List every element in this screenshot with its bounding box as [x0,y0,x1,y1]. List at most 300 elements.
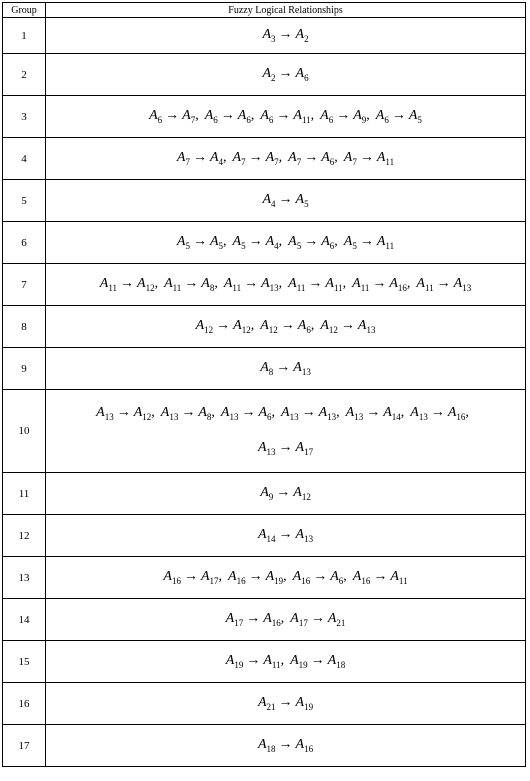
fuzzy-set: $A_{16}$ [263,611,281,628]
fuzzy-set-index: 11 [108,282,117,293]
relationship-line [46,405,525,422]
relationship [100,276,155,291]
arrow-symbol: → [276,360,291,376]
arrow-symbol: → [308,276,323,292]
separator: , [278,150,283,166]
fuzzy-set-index: 17 [209,575,219,586]
fuzzy-set-index: 12 [268,324,278,335]
fuzzy-set: $A_8$ [198,405,212,422]
group-number: 2 [3,54,46,96]
relationship [260,318,311,333]
relationship-line [46,318,525,335]
fuzzy-set: $A_{12}$ [260,318,278,335]
separator: , [342,276,347,292]
fuzzy-set-index: 8 [268,366,274,377]
fuzzy-set: $A_{13}$ [357,318,376,335]
relationships-cell [46,96,526,138]
arrow-symbol: → [310,653,325,669]
fuzzy-set-index: 6 [338,575,344,586]
arrow-symbol: → [276,485,291,501]
fuzzy-set-index: 5 [185,240,190,251]
relationship-line [46,569,525,586]
arrow-symbol: → [184,276,199,292]
relationship [260,485,311,500]
group-number: 15 [3,641,46,683]
separator: , [280,653,285,669]
table-row [3,180,526,222]
relationship [320,318,375,333]
fuzzy-set-index: 13 [229,412,239,422]
group-number: 5 [3,180,46,222]
relationships-cell [46,557,526,599]
separator: , [278,276,283,292]
fuzzy-set-index: 6 [306,324,311,335]
arrow-symbol: → [192,150,207,166]
table-row [3,18,526,54]
fuzzy-set-index: 13 [327,412,337,422]
relationship [258,527,313,542]
fuzzy-set-index: 11 [271,659,281,670]
table-row [3,54,526,96]
fuzzy-set: $A_{19}$ [290,653,308,670]
arrow-symbol: → [120,276,134,292]
relationship [205,108,251,123]
fuzzy-set-index: 17 [234,617,244,628]
fuzzy-set: $A_6$ [258,405,272,422]
fuzzy-set-index: 12 [241,324,251,335]
relationship [320,108,366,123]
relationships-cell [46,18,526,54]
fuzzy-set-index: 12 [145,282,155,293]
fuzzy-set-index: 5 [352,240,357,251]
group-number: 1 [3,18,46,54]
table-row [3,557,526,599]
arrow-symbol: → [246,611,261,627]
relationship-line [46,737,525,754]
fuzzy-set-index: 11 [398,575,408,586]
separator: , [250,108,255,124]
arrow-symbol: → [241,405,256,421]
arrow-symbol: → [359,150,374,166]
relationship [288,150,334,165]
table-row [3,641,526,683]
fuzzy-set: $A_{13}$ [96,405,114,422]
fuzzy-set: $A_{19}$ [295,695,314,712]
fuzzy-set-index: 16 [171,575,181,586]
arrow-symbol: → [278,192,293,208]
relationship [260,360,311,375]
fuzzy-set: $A_{13}$ [345,405,364,422]
fuzzy-set-index: 11 [385,156,395,167]
fuzzy-set-index: 21 [336,617,346,628]
fuzzy-set: $A_{12}$ [133,405,152,422]
fuzzy-set-index: 5 [296,240,302,251]
relationship [290,611,345,626]
fuzzy-set: $A_{11}$ [164,276,182,293]
fuzzy-set: $A_{17}$ [290,611,308,628]
fuzzy-set-index: 5 [241,240,246,251]
fuzzy-set-index: 16 [397,282,407,293]
fuzzy-set-index: 2 [304,33,309,44]
relationship-line [46,108,525,125]
relationship [149,108,195,123]
separator: , [334,234,338,250]
relationship-line [46,66,525,83]
relationship-line [46,234,525,251]
fuzzy-set: $A_{21}$ [327,611,346,628]
fuzzy-set: $A_{11}$ [376,234,395,251]
fuzzy-set-index: 6 [304,72,309,83]
fuzzy-set-index: 7 [296,156,302,167]
separator: , [336,405,340,421]
relationships-cell [46,54,526,96]
table-row [3,473,526,515]
arrow-symbol: → [216,318,231,334]
fuzzy-set: $A_5$ [295,192,309,209]
relationship [258,440,313,455]
relationship-line [46,150,525,167]
fuzzy-set-index: 13 [304,533,314,544]
arrow-symbol: → [373,569,388,585]
fuzzy-set: $A_6$ [237,108,251,125]
fuzzy-set: $A_8$ [201,276,215,293]
arrow-symbol: → [391,108,406,124]
separator: , [151,405,155,421]
separator: , [214,276,218,292]
relationship [233,150,279,165]
relationships-cell [46,264,526,306]
separator: , [343,569,347,585]
relationship [293,569,344,584]
fuzzy-set-index: 7 [352,156,357,167]
group-column-header: Group [3,3,46,18]
relationship [258,737,313,752]
relationships-cell [46,683,526,725]
arrow-symbol: → [278,527,293,543]
fuzzy-set: $A_{11}$ [325,276,343,293]
separator: , [310,318,315,334]
fuzzy-set: $A_{13}$ [281,405,299,422]
fuzzy-set-index: 18 [266,743,276,754]
fuzzy-set: $A_{11}$ [352,276,370,293]
relationship [376,108,422,123]
arrow-symbol: → [313,569,328,585]
relationship [262,27,308,42]
fuzzy-set: $A_{13}$ [295,527,314,544]
fuzzy-set-index: 18 [336,659,346,670]
fuzzy-set: $A_{16}$ [389,276,407,293]
group-number: 11 [3,473,46,515]
fuzzy-set-index: 16 [236,575,246,586]
fuzzy-set: $A_{11}$ [390,569,408,586]
relationship-line [46,440,525,457]
arrow-symbol: → [310,611,325,627]
relationship [177,234,223,249]
group-number: 4 [3,138,46,180]
fuzzy-set: $A_4$ [209,150,224,167]
relationship-line [46,192,525,209]
fuzzy-set-index: 11 [232,282,242,293]
fuzzy-set-index: 11 [360,282,370,293]
relationships-cell [46,390,526,473]
fuzzy-set: $A_{13}$ [220,405,239,422]
fuzzy-set: $A_{11}$ [288,276,306,293]
fuzzy-set-index: 19 [234,659,244,670]
fuzzy-logical-relationships-table [2,2,526,767]
relationship-line [46,27,525,44]
arrow-symbol: → [336,108,351,124]
arrow-symbol: → [340,318,355,334]
fuzzy-set: $A_{16}$ [292,569,311,586]
relationship [416,276,471,291]
fuzzy-set: $A_6$ [149,108,163,125]
separator: , [250,318,255,334]
relationships-cell [46,306,526,348]
separator: , [406,276,411,292]
fuzzy-set: $A_{12}$ [137,276,155,293]
relationship [352,276,407,291]
fuzzy-set-index: 7 [185,156,190,167]
arrow-symbol: → [192,234,207,250]
fuzzy-set-index: 13 [354,412,364,422]
arrow-symbol: → [304,234,319,250]
relationship [344,234,394,249]
fuzzy-set-index: 16 [456,412,466,422]
relationship-line [46,653,525,670]
fuzzy-set-index: 19 [298,659,308,670]
relationship [410,405,465,420]
fuzzy-set: $A_{17}$ [295,440,314,457]
relationship [260,108,310,123]
arrow-symbol: → [244,276,259,292]
fuzzy-set: $A_7$ [265,150,279,167]
fuzzy-set: $A_7$ [182,108,196,125]
relationship [161,405,212,420]
fuzzy-set-index: 6 [267,412,272,422]
fuzzy-set: $A_5$ [232,234,246,251]
fuzzy-set: $A_5$ [288,234,302,251]
fuzzy-set: $A_7$ [343,150,357,167]
arrow-symbol: → [183,569,198,585]
arrow-symbol: → [430,405,445,421]
fuzzy-set-index: 16 [301,575,311,586]
fuzzy-set: $A_{11}$ [416,276,434,293]
fuzzy-set: $A_{16}$ [228,569,246,586]
fuzzy-set-index: 13 [269,282,279,293]
fuzzy-set: $A_6$ [321,150,335,167]
table-row [3,96,526,138]
fuzzy-set: $A_{18}$ [257,737,276,754]
group-number: 16 [3,683,46,725]
arrow-symbol: → [248,234,263,250]
relationship [353,569,408,584]
fuzzy-set-index: 12 [301,491,311,502]
fuzzy-set: $A_{16}$ [352,569,371,586]
separator: , [271,405,275,421]
fuzzy-set-index: 6 [246,114,251,125]
fuzzy-set: $A_{14}$ [257,527,276,544]
fuzzy-set-index: 6 [329,156,335,167]
relationship [290,653,345,668]
fuzzy-set: $A_{17}$ [200,569,219,586]
fuzzy-set-index: 7 [274,156,279,167]
fuzzy-set: $A_{19}$ [225,653,244,670]
fuzzy-set-index: 16 [304,743,314,754]
fuzzy-set: $A_{18}$ [327,653,346,670]
group-number: 6 [3,222,46,264]
fuzzy-set: $A_{13}$ [261,276,279,293]
relationship [258,695,313,710]
fuzzy-set: $A_{13}$ [160,405,179,422]
fuzzy-set: $A_{16}$ [295,737,314,754]
fuzzy-set-index: 17 [304,446,314,457]
arrow-symbol: → [301,405,316,421]
table-row [3,264,526,306]
fuzzy-set: $A_6$ [321,234,335,251]
fuzzy-set: $A_5$ [343,234,357,251]
relationships-cell [46,138,526,180]
group-number: 12 [3,515,46,557]
separator: , [195,108,199,124]
relationship [226,653,281,668]
fuzzy-set: $A_6$ [320,108,334,125]
arrow-symbol: → [278,695,293,711]
fuzzy-set-index: 11 [424,282,434,293]
fuzzy-set-index: 6 [268,114,274,125]
relationship [346,405,401,420]
fuzzy-set-index: 19 [274,575,284,586]
fuzzy-set-index: 19 [304,701,314,712]
fuzzy-set: $A_7$ [176,150,190,167]
fuzzy-set-index: 13 [462,282,472,293]
fuzzy-set: $A_{17}$ [225,611,244,628]
relationships-cell [46,641,526,683]
fuzzy-set: $A_5$ [176,234,190,251]
separator: , [465,405,469,421]
arrow-symbol: → [278,737,293,753]
fuzzy-set: $A_{14}$ [383,405,401,422]
separator: , [283,569,287,585]
fuzzy-set: $A_3$ [262,27,276,44]
fuzzy-set-index: 11 [172,282,182,293]
fuzzy-set: $A_{11}$ [263,653,281,670]
group-number: 17 [3,725,46,767]
table-row [3,725,526,767]
arrow-symbol: → [280,318,295,334]
relationship [96,405,151,420]
group-number: 7 [3,264,46,306]
fuzzy-set: $A_{11}$ [293,108,311,125]
fuzzy-set-index: 11 [385,240,395,251]
arrow-symbol: → [436,276,451,292]
fuzzy-set-index: 9 [268,491,274,502]
arrow-symbol: → [248,150,263,166]
relationship-line [46,695,525,712]
separator: , [334,150,338,166]
fuzzy-set-index: 16 [361,575,371,586]
fuzzy-set-index: 11 [301,114,311,125]
fuzzy-set: $A_{11}$ [223,276,242,293]
fuzzy-set: $A_{12}$ [293,485,311,502]
arrow-symbol: → [359,234,374,250]
fuzzy-set-index: 7 [190,114,196,125]
table-row [3,599,526,641]
separator: , [218,569,223,585]
arrow-symbol: → [181,405,196,421]
relationships-column-header: Fuzzy Logical Relationships [46,3,526,18]
relationship [164,276,214,291]
fuzzy-set: $A_{12}$ [233,318,251,335]
relationships-cell [46,599,526,641]
separator: , [366,108,370,124]
fuzzy-set: $A_6$ [297,318,311,335]
relationships-cell [46,515,526,557]
fuzzy-set-index: 17 [298,617,308,628]
fuzzy-set: $A_{21}$ [257,695,276,712]
relationship [221,405,272,420]
relationship [177,150,223,165]
fuzzy-set-index: 5 [218,240,224,251]
group-number: 9 [3,348,46,390]
fuzzy-set-index: 4 [274,240,279,251]
fuzzy-set: $A_{11}$ [376,150,395,167]
relationship [281,405,336,420]
relationship [288,276,342,291]
arrow-symbol: → [372,276,387,292]
fuzzy-set: $A_5$ [408,108,422,125]
arrow-symbol: → [304,150,319,166]
group-number: 13 [3,557,46,599]
fuzzy-set: $A_4$ [262,192,276,209]
separator: , [223,150,227,166]
fuzzy-set-index: 11 [296,282,306,293]
fuzzy-set-index: 12 [204,324,214,335]
fuzzy-set: $A_7$ [232,150,246,167]
group-number: 14 [3,599,46,641]
fuzzy-set: $A_{16}$ [163,569,181,586]
relationships-cell [46,180,526,222]
relationships-cell [46,222,526,264]
fuzzy-set: $A_4$ [265,234,279,251]
fuzzy-set-index: 13 [289,412,299,422]
fuzzy-set-index: 8 [209,282,215,293]
fuzzy-set-index: 14 [266,533,276,544]
fuzzy-set: $A_6$ [295,66,309,83]
fuzzy-set: $A_{13}$ [293,360,311,377]
arrow-symbol: → [278,27,293,43]
fuzzy-set-index: 4 [271,198,276,209]
table-row [3,390,526,473]
relationship [233,234,279,249]
relationship [196,318,251,333]
arrow-symbol: → [278,66,293,82]
relationship [226,611,281,626]
fuzzy-set: $A_6$ [330,569,344,586]
fuzzy-set: $A_{13}$ [410,405,428,422]
relationship-line [46,611,525,628]
arrow-symbol: → [248,569,263,585]
arrow-symbol: → [165,108,180,124]
fuzzy-set: $A_5$ [209,234,224,251]
fuzzy-set-index: 13 [301,366,311,377]
fuzzy-set: $A_9$ [353,108,367,125]
relationship [224,276,279,291]
fuzzy-set: $A_6$ [375,108,389,125]
relationship-line [46,527,525,544]
fuzzy-set-index: 5 [304,198,309,209]
table-row [3,138,526,180]
fuzzy-set-index: 13 [366,324,376,335]
